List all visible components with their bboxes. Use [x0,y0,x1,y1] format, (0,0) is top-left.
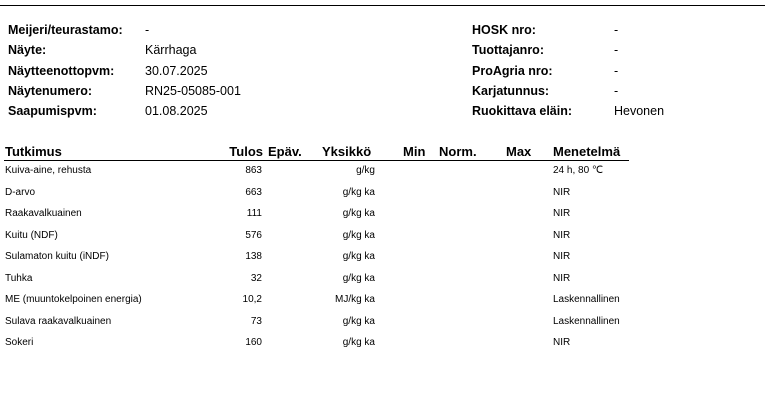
top-rule [0,5,765,6]
row-name: Kuitu (NDF) [5,230,58,241]
row-unit: g/kg ka [342,208,375,219]
header-right-value: Hevonen [614,104,665,118]
col-tulos: Tulos [229,144,263,159]
row-method: NIR [553,337,571,348]
row-name: Sulava raakavalkuainen [5,316,112,327]
col-tutkimus: Tutkimus [5,144,62,159]
header-left-label: Meijeri/teurastamo: [8,23,123,37]
row-unit: g/kg ka [342,337,375,348]
row-result: 73 [250,316,262,327]
col-norm: Norm. [439,144,477,159]
header-left-label: Näytenumero: [8,84,93,98]
row-method: NIR [553,251,571,262]
header-right-value: - [614,23,619,37]
header-left-label: Näytteenottopvm: [8,64,115,78]
col-menetelma: Menetelmä [553,144,621,159]
row-name: D-arvo [5,187,36,198]
row-unit: g/kg [356,165,375,176]
row-name: Sulamaton kuitu (iNDF) [5,251,109,262]
header-right-value: - [614,64,619,78]
row-unit: g/kg ka [342,251,375,262]
table-header-rule [4,160,629,161]
row-result: 863 [245,165,262,176]
header-right-label: HOSK nro: [472,23,536,37]
row-result: 138 [245,251,262,262]
row-unit: MJ/kg ka [334,294,375,305]
row-result: 663 [245,187,262,198]
header-left-label: Näyte: [8,43,47,57]
row-method: Laskennallinen [553,294,620,305]
row-result: 111 [246,208,262,219]
row-method: NIR [553,273,571,284]
header-left-value: 01.08.2025 [145,104,208,118]
header-left-value: RN25-05085-001 [145,84,241,98]
header-right-label: Karjatunnus: [472,84,550,98]
row-name: Tuhka [5,273,33,284]
row-unit: g/kg ka [342,316,375,327]
header-left-value: Kärrhaga [145,43,197,57]
row-unit: g/kg ka [342,273,375,284]
header-right-label: ProAgria nro: [472,64,553,78]
row-name: Sokeri [5,337,34,348]
row-unit: g/kg ka [342,187,375,198]
col-min: Min [403,144,426,159]
row-method: Laskennallinen [553,316,620,327]
col-yksikko: Yksikkö [322,144,372,159]
row-method: NIR [553,187,571,198]
row-method: NIR [553,230,571,241]
col-max: Max [506,144,532,159]
header-right-value: - [614,43,619,57]
row-result: 10,2 [242,294,262,305]
row-method: 24 h, 80 ℃ [553,165,604,176]
row-method: NIR [553,208,571,219]
row-result: 32 [250,273,262,284]
row-name: Raakavalkuainen [5,208,82,219]
header-right-label: Tuottajanro: [472,43,544,57]
header-right-value: - [614,84,619,98]
row-result: 160 [245,337,262,348]
header-left-value: - [145,23,150,37]
row-result: 576 [245,230,262,241]
header-right-label: Ruokittava eläin: [472,104,573,118]
header-left-value: 30.07.2025 [145,64,208,78]
header-left-label: Saapumispvm: [8,104,97,118]
row-name: ME (muuntokelpoinen energia) [5,294,142,305]
row-unit: g/kg ka [342,230,375,241]
col-epav: Epäv. [268,144,302,159]
row-name: Kuiva-aine, rehusta [5,165,92,176]
